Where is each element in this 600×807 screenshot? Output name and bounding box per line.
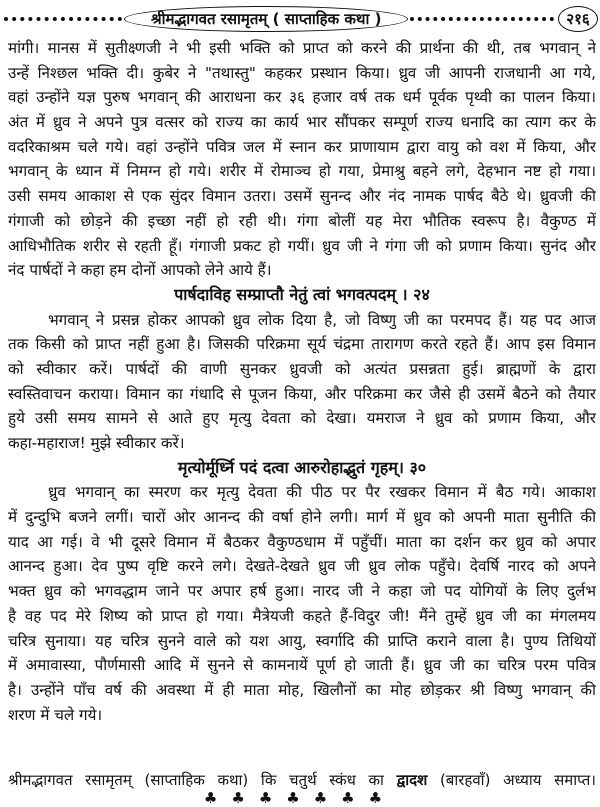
text-line: वहां उन्होंने यज्ञ पुरुष भगवान् की आराधना कर ३६ हजार वर्ष तक धर्म पूर्वक पृथ्वी का पालन किया। <box>8 88 596 107</box>
text-line: शरण में चले गये। <box>8 705 103 724</box>
sanskrit-verse: मृत्योर्मूर्ध्नि पदं दत्वा आरुरोहाद्भुतं गृहम्। ३० <box>177 457 427 477</box>
text-line: याद आ गई। वे भी दूसरे विमान में बैठकर वैकुण्ठधाम में पहुँचीं। माता का दर्शन कर ध्रुव को अपार <box>8 532 596 551</box>
text-line: आधिभौतिक शरीर से रहती हूँ। गंगाजी प्रकट हो गयीं। ध्रुव जी ने गंगा जी को प्रणाम किया। सुनंद और <box>8 236 596 255</box>
text-line: हुये उसी समय सामने से आते हुए मृत्यु देवता को देखा। यमराज ने ध्रुव को प्रणाम किया, और <box>8 409 596 428</box>
text-line: में अमावास्या, पौर्णमासी आदि में सुनने से कामनायें पूर्ण हो जाती हैं। ध्रुव जी का चरित्र परम पवित्र <box>8 656 596 675</box>
text-line: चरित्र सुनाया। यह चरित्र सुनने वाले को यश आयु, स्वर्गादि की प्राप्ति कराने वाला है। पुण्य तिथियों <box>8 631 596 650</box>
club-ornament-icon: ♣♣♣♣♣♣♣ <box>203 789 397 807</box>
text-line: मांगी। मानस में सुतीक्ष्णजी ने भी इसी भक्ति को प्राप्त को करने की प्रार्थना की थी, तब भगवान् ने <box>8 39 596 57</box>
text-line: भक्त ध्रुव को भगवद्धाम जाने पर अपार हर्ष हुआ। नारद जी ने कहा जो पद योगियों के लिए दुर्लभ <box>8 582 596 601</box>
text-line: उन्हें निश्छल भक्ति दी। कुबेर ने "तथास्तु" कहकर प्रस्थान किया। ध्रुव जी आपनी राजधानी आ गये, <box>8 63 596 82</box>
text-line: वदरिकाश्रम चले गये। वहां उन्होंने पवित्र जल में स्नान कर प्राणायाम द्वारा वायु को वश में किया, और <box>8 137 596 156</box>
text-line: कहा-महाराज! मुझे स्वीकार करें। <box>8 434 185 452</box>
text-line: भगवान् के ध्यान में निमग्न हो गये। शरीर में रोमाञ्च हो गया, प्रेमाश्रु बहने लगे, देहभान नष्ट हो गया। <box>8 162 596 181</box>
header-title: श्रीमद्भागवत रसामृतम् ( साप्ताहिक कथा ) <box>124 6 408 32</box>
text-line: है वह पद मेरे शिष्य को प्राप्त हो गया। मैत्रेयजी कहते हैं-विदुर जी! मैंने तुम्हें ध्रुव जी का मंगलमय <box>8 606 596 625</box>
text-line: अंत में ध्रुव ने अपने पुत्र वत्सर को राज्य का कार्य भार सौंपकर सम्पूर्ण राज्य धनादि का त्याग कर के <box>8 113 596 132</box>
text-line: उसी समय आकाश से एक सुंदर विमान उतरा। उसमें सुनन्द और नंद नामक पार्षद बैठे थे। ध्रुवजी की <box>8 187 596 206</box>
text-line: में दुन्दुभि बजने लगीं। चारों ओर आनन्द की वर्षा होने लगी। मार्ग में ध्रुव को अपनी माता सुनीति की <box>8 508 596 527</box>
running-header <box>2 4 598 34</box>
colophon-chapter: द्वादश <box>396 771 428 789</box>
colophon-text-end: (बारहवाँ) अध्याय समाप्त। <box>439 771 596 789</box>
text-line: ध्रुव भगवान् का स्मरण कर मृत्यु देवता की पीठ पर पैर रखकर विमान में बैठ गये। आकाश <box>48 483 596 502</box>
text-line: स्वस्तिवाचन कराया। विमान का गंधादि से पूजन किया, और परिक्रमा कर जैसे ही उसमें बैठने को तैयार <box>8 384 596 403</box>
text-line: भगवान् ने प्रसन्न होकर आपको ध्रुव लोक दिया है, जो विष्णु जी का परमपद हैं। यह पद आज <box>48 310 596 329</box>
text-line: तक किसी को प्राप्त नहीं हुआ है। जिसकी परिक्रमा सूर्य चंद्रमा तारागण करते रहते हैं। आप इस विमान <box>8 335 596 354</box>
chapter-colophon <box>8 770 596 790</box>
text-line: है। उन्होंने पाँच वर्ष की अवस्था में ही माता मोह, खिलौनों का मोह छोड़कर श्री विष्णु भगवान् की <box>8 680 596 699</box>
text-line: को स्वीकार करें। पार्षदों की वाणी सुनकर ध्रुवजी को अत्यंत प्रसन्नता हुई। ब्राह्मणों के द्वारा <box>8 359 596 378</box>
page-body <box>8 36 596 727</box>
text-line: आनन्द हुआ। देव पुष्प वृष्टि करने लगे। देखते-देखते ध्रुव जी ध्रुव लोक पहुँचे। देवर्षि नारद को अपने <box>8 557 596 576</box>
text-line: गंगाजी को छोड़ने की इच्छा नहीं हो रही थी। गंगा बोलीं यह मेरा भौतिक स्वरूप है। वैकुण्ठ में <box>8 211 596 230</box>
colophon-text: श्रीमद्भागवत रसामृतम् (साप्ताहिक कथा) कि चतुर्थ स्कंध का <box>8 771 384 789</box>
page-number: २१६ <box>558 6 598 32</box>
header-dots-right <box>410 17 554 21</box>
header-dots-left <box>4 17 122 21</box>
text-line: नंद पार्षदों ने कहा हम दोनों आपको लेने आये हैं। <box>8 261 272 280</box>
sanskrit-verse: पार्षदाविह सम्प्राप्तौ नेतुं त्वां भगवत्पदम् । २४ <box>174 284 430 304</box>
